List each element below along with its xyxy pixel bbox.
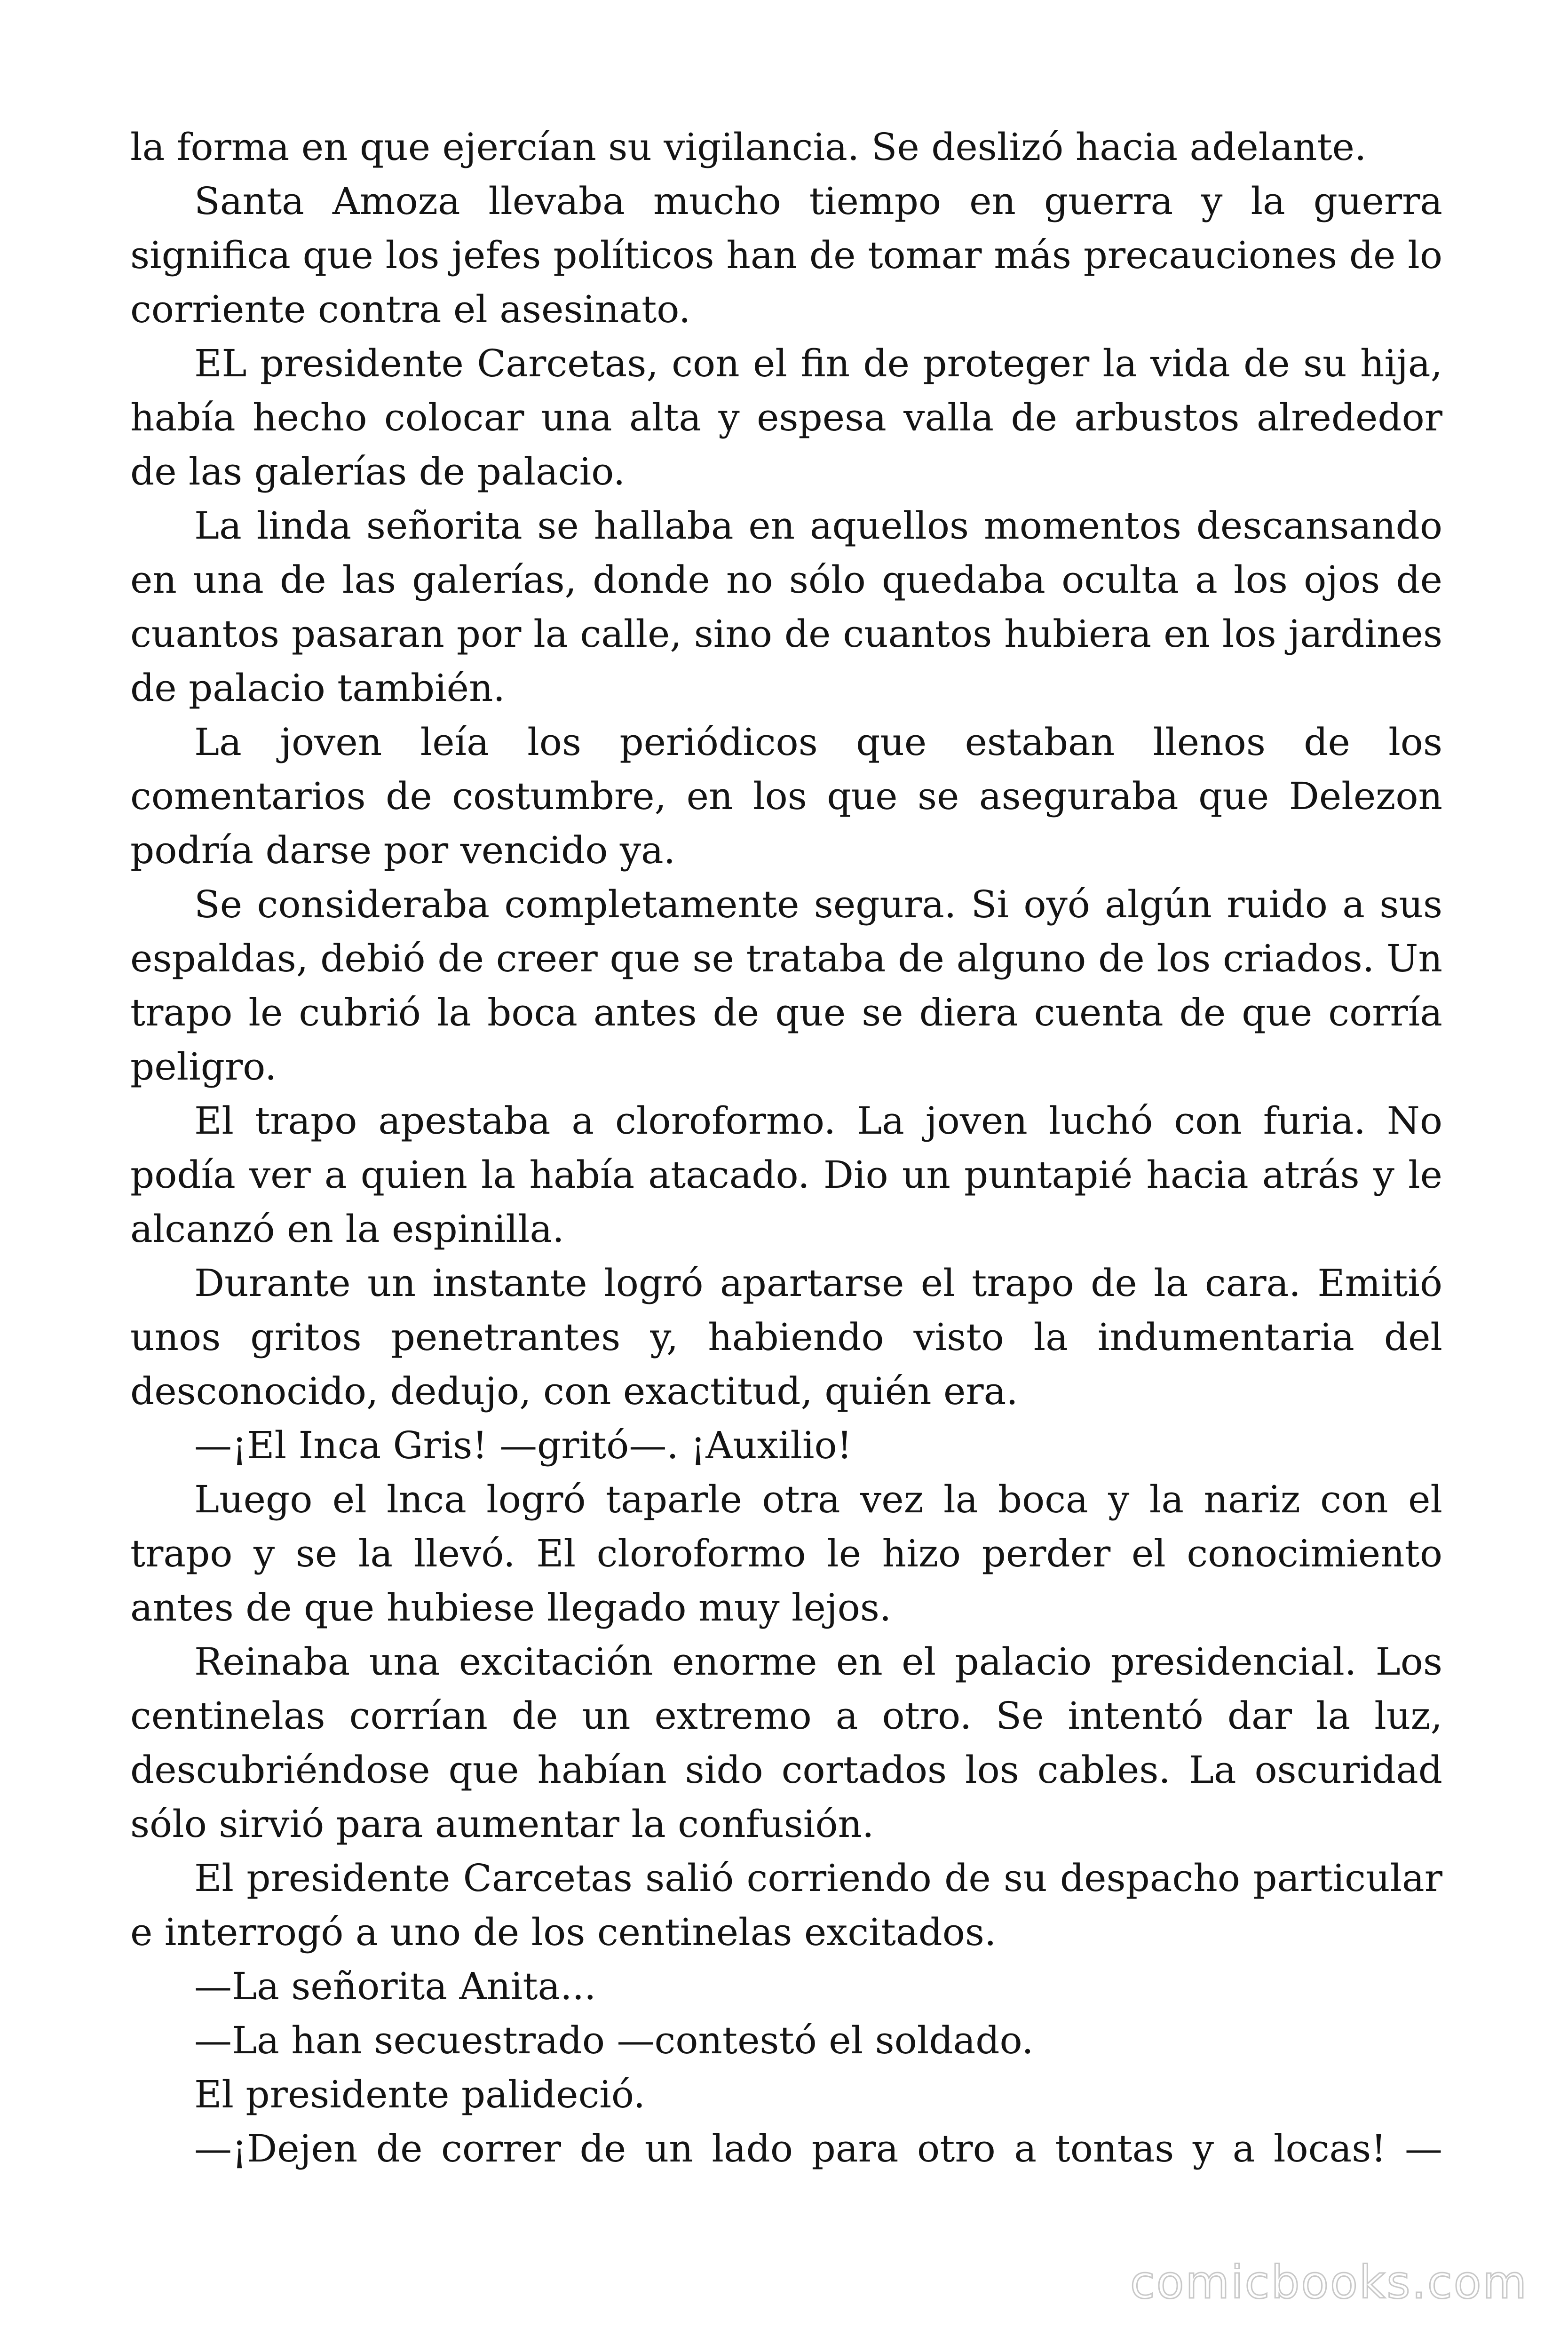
paragraph-15: El presidente palideció.	[194, 2073, 646, 2116]
paragraph-10: Luego el lnca logró taparle otra vez la boca y la nariz con el trapo y se la llevó. El cloroformo le hizo perder el conocimiento antes de que hubiese llegado muy lejos.	[130, 1478, 1442, 1629]
paragraph-3: EL presidente Carcetas, con el fin de proteger la vida de su hija, había hecho colocar una alta y espesa valla de arbustos alrededor de las galerías de palacio.	[130, 342, 1442, 493]
paragraph-14: —La han secuestrado —contestó el soldado.	[194, 2018, 1034, 2062]
paragraph-16: —¡Dejen de correr de un lado para otro a tontas y a locas! —	[194, 2127, 1442, 2170]
paragraph-4: La linda señorita se hallaba en aquellos momentos descansando en una de las galerías, donde no sólo quedaba oculta a los ojos de cuantos pasaran por la calle, sino de cuantos hubiera en los jardines de palacio también.	[130, 504, 1442, 710]
body-text	[130, 120, 1442, 2176]
paragraph-8: Durante un instante logró apartarse el trapo de la cara. Emitió unos gritos penetrantes y, habiendo visto la indumentaria del desconocido, dedujo, con exactitud, quién era.	[130, 1261, 1442, 1413]
paragraph-11: Reinaba una excitación enorme en el palacio presidencial. Los centinelas corrían de un extremo a otro. Se intentó dar la luz, descubriéndose que habían sido cortados los cables. La oscuridad sólo sirvió para aumentar la confusión.	[130, 1640, 1442, 1846]
paragraph-6: Se consideraba completamente segura. Si oyó algún ruido a sus espaldas, debió de creer que se trataba de alguno de los criados. Un trapo le cubrió la boca antes de que se diera cuenta de que corría peligro.	[130, 882, 1442, 1089]
watermark: comicbooks.com	[1130, 2256, 1528, 2309]
paragraph-1: la forma en que ejercían su vigilancia. Se deslizó hacia adelante.	[130, 125, 1367, 169]
paragraph-13: —La señorita Anita...	[194, 1964, 596, 2008]
paragraph-9: —¡El Inca Gris! —gritó—. ¡Auxilio!	[194, 1423, 852, 1467]
paragraph-12: El presidente Carcetas salió corriendo de su despacho particular e interrogó a uno de los centinelas excitados.	[130, 1856, 1442, 1954]
paragraph-5: La joven leía los periódicos que estaban llenos de los comentarios de costumbre, en los que se aseguraba que Delezon podría darse por vencido ya.	[130, 720, 1442, 872]
paragraph-2: Santa Amoza llevaba mucho tiempo en guerra y la guerra significa que los jefes políticos han de tomar más precauciones de lo corriente contra el asesinato.	[130, 179, 1442, 331]
paragraph-7: El trapo apestaba a cloroformo. La joven luchó con furia. No podía ver a quien la había atacado. Dio un puntapié hacia atrás y le alcanzó en la espinilla.	[130, 1099, 1442, 1251]
